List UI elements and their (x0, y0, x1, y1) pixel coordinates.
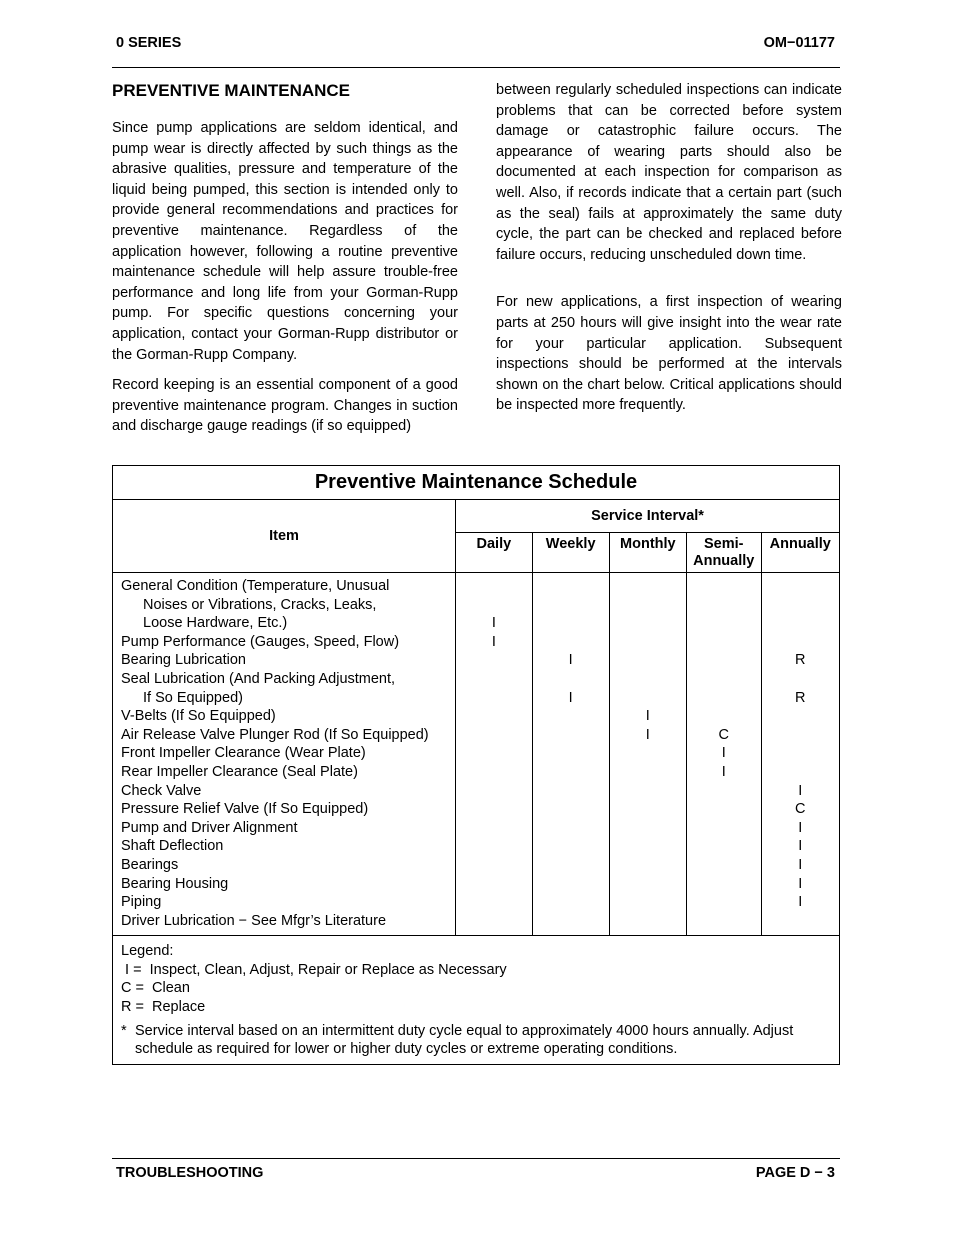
schedule-mark (456, 800, 532, 819)
schedule-mark (610, 633, 686, 652)
schedule-mark (456, 763, 532, 782)
schedule-mark: I (491, 633, 496, 650)
schedule-item: Bearing Housing (121, 875, 229, 892)
schedule-mark (687, 782, 761, 801)
schedule-item: Piping (121, 894, 162, 911)
maintenance-schedule-table (112, 465, 840, 1065)
schedule-mark (687, 912, 761, 931)
header-doc-number: OM−01177 (763, 35, 835, 51)
schedule-mark (687, 893, 761, 912)
schedule-mark (687, 819, 761, 838)
schedule-mark: I (798, 875, 803, 892)
schedule-mark: I (568, 652, 573, 669)
schedule-body-row (113, 573, 840, 936)
schedule-mark (533, 800, 609, 819)
schedule-mark (456, 670, 532, 689)
schedule-item: Pump and Driver Alignment (121, 819, 298, 836)
footnote (121, 1022, 831, 1059)
schedule-mark (610, 577, 686, 596)
schedule-mark (533, 856, 609, 875)
schedule-mark (456, 893, 532, 912)
schedule-mark: I (721, 763, 726, 780)
schedule-item: V-Belts (If So Equipped) (121, 708, 276, 725)
interval-header-weekly: Weekly (532, 533, 609, 573)
right-column (496, 80, 842, 426)
schedule-mark (762, 707, 839, 726)
marks-monthly (609, 573, 686, 936)
schedule-mark (610, 800, 686, 819)
schedule-mark (687, 614, 761, 633)
schedule-mark (687, 651, 761, 670)
schedule-mark (533, 744, 609, 763)
schedule-mark (533, 726, 609, 745)
schedule-mark: I (568, 689, 573, 706)
schedule-mark (687, 707, 761, 726)
schedule-item: Check Valve (121, 782, 202, 799)
footnote-mark: * (121, 1022, 127, 1039)
schedule-item: Loose Hardware, Etc.) (143, 615, 288, 632)
schedule-mark: R (795, 652, 806, 669)
schedule-mark (687, 596, 761, 615)
schedule-mark (456, 912, 532, 931)
schedule-mark (610, 614, 686, 633)
legend-entry: R = Replace (121, 999, 206, 1016)
schedule-item: Pump Performance (Gauges, Speed, Flow) (121, 633, 400, 650)
header-rule (112, 67, 840, 68)
schedule-mark (533, 782, 609, 801)
schedule-mark: I (721, 745, 726, 762)
schedule-mark: I (645, 726, 650, 743)
footnote-text: Service interval based on an intermittent duty cycle equal to approximately 4000 hours annually. Adjust schedule as required for lower or higher duty cycles or extreme operating conditions. (135, 1022, 794, 1058)
schedule-mark: I (798, 856, 803, 873)
schedule-mark (456, 726, 532, 745)
legend-entry: I = Inspect, Clean, Adjust, Repair or Replace as Necessary (121, 961, 507, 978)
footer-rule (112, 1158, 840, 1159)
legend-entries (121, 961, 831, 1017)
service-interval-header: Service Interval* (456, 500, 840, 533)
schedule-mark (610, 819, 686, 838)
schedule-item: Bearings (121, 856, 179, 873)
schedule-mark (762, 614, 839, 633)
schedule-mark (610, 763, 686, 782)
schedule-mark (762, 670, 839, 689)
schedule-mark: I (798, 838, 803, 855)
section-title: PREVENTIVE MAINTENANCE (112, 81, 351, 100)
schedule-mark (687, 800, 761, 819)
schedule-mark (456, 819, 532, 838)
schedule-mark (456, 577, 532, 596)
item-column-header: Item (113, 500, 456, 573)
left-column (112, 80, 458, 447)
schedule-item: Shaft Deflection (121, 838, 224, 855)
schedule-mark (533, 837, 609, 856)
schedule-item: Noises or Vibrations, Cracks, Leaks, (143, 596, 377, 613)
interval-header-daily: Daily (456, 533, 533, 573)
schedule-mark: C (795, 801, 806, 818)
interval-header-semi-annually: Semi- Annually (686, 533, 761, 573)
schedule-mark (533, 614, 609, 633)
schedule-mark: I (798, 782, 803, 799)
header-series: 0 SERIES (116, 35, 182, 51)
schedule-mark (687, 670, 761, 689)
schedule-mark (456, 596, 532, 615)
schedule-mark (456, 707, 532, 726)
schedule-item: Driver Lubrication − See Mfgr’s Literature (121, 912, 387, 929)
schedule-mark (533, 670, 609, 689)
schedule-mark (687, 577, 761, 596)
interval-header-monthly: Monthly (609, 533, 686, 573)
legend-title: Legend: (121, 943, 174, 960)
schedule-mark (533, 893, 609, 912)
paragraph-new-applications: For new applications, a first inspection of wearing parts at 250 hours will give insight into the wear rate for your particular application. Subsequent inspections should be performed at the intervals shown on the chart below. Critical applications should be inspected more frequently. (496, 294, 842, 414)
schedule-mark (610, 782, 686, 801)
schedule-mark: I (491, 615, 496, 632)
schedule-mark (533, 763, 609, 782)
schedule-mark (762, 726, 839, 745)
schedule-item: If So Equipped) (143, 689, 243, 706)
schedule-mark (533, 707, 609, 726)
schedule-mark (610, 596, 686, 615)
legend (113, 936, 840, 1065)
schedule-mark (456, 875, 532, 894)
schedule-mark (533, 875, 609, 894)
item-list (113, 573, 456, 936)
schedule-mark: R (795, 689, 806, 706)
schedule-mark (762, 577, 839, 596)
schedule-mark (610, 670, 686, 689)
schedule-mark (533, 577, 609, 596)
schedule-mark (610, 856, 686, 875)
schedule-item: Pressure Relief Valve (If So Equipped) (121, 801, 369, 818)
schedule-mark (610, 837, 686, 856)
schedule-mark (687, 856, 761, 875)
schedule-mark (456, 744, 532, 763)
schedule-mark (533, 912, 609, 931)
schedule-mark: I (798, 819, 803, 836)
marks-semi-annually (686, 573, 761, 936)
schedule-item: Front Impeller Clearance (Wear Plate) (121, 745, 366, 762)
schedule-item: Bearing Lubrication (121, 652, 246, 669)
interval-header-annually: Annually (761, 533, 839, 573)
schedule-mark (687, 689, 761, 708)
paragraph-intro: Since pump applications are seldom identical, and pump wear is directly affected by such things as the abrasive qualities, pressure and temperature of the liquid being pumped, this section is intended only to provide general recommendations and practices for preventive maintenance. Regardless of the application however, following a routine preventive maintenance schedule will help assure trouble-free performance and long life from your Gorman-Rupp pump. For specific questions concerning your application, contact your Gorman-Rupp distributor or the Gorman-Rupp Company. (112, 120, 458, 363)
marks-annually (761, 573, 839, 936)
schedule-mark (610, 912, 686, 931)
schedule-mark (610, 651, 686, 670)
schedule-mark (762, 633, 839, 652)
marks-weekly (532, 573, 609, 936)
schedule-item: Rear Impeller Clearance (Seal Plate) (121, 763, 358, 780)
legend-entry: C = Clean (121, 980, 190, 997)
schedule-item: Seal Lubrication (And Packing Adjustment, (121, 670, 396, 687)
schedule-mark (610, 875, 686, 894)
schedule-mark (762, 763, 839, 782)
schedule-mark (762, 744, 839, 763)
schedule-mark (610, 689, 686, 708)
schedule-mark (456, 689, 532, 708)
schedule-mark (456, 837, 532, 856)
paragraph-record-keeping: Record keeping is an essential component of a good preventive maintenance program. Changes in suction and discharge gauge readings (if so equipped) (112, 377, 458, 435)
schedule-title: Preventive Maintenance Schedule (113, 466, 840, 500)
schedule-mark (687, 837, 761, 856)
schedule-mark (456, 651, 532, 670)
schedule-mark (533, 596, 609, 615)
schedule-mark: I (798, 894, 803, 911)
footer-page-number: PAGE D − 3 (755, 1165, 835, 1181)
schedule-mark (610, 744, 686, 763)
paragraph-record-keeping-continued: between regularly scheduled inspections can indicate problems that can be corrected before system damage or catastrophic failure occurs. The appearance of wearing parts should also be documented at each inspection for comparison as well. Also, if records indicate that a certain part (such as the seal) fails at approximately the same duty cycle, the part can be checked and replaced before failure occurs, reducing unscheduled down time. (496, 82, 842, 263)
schedule-mark (456, 782, 532, 801)
marks-daily (456, 573, 533, 936)
schedule-mark (456, 856, 532, 875)
schedule-mark (762, 912, 839, 931)
schedule-item: Air Release Valve Plunger Rod (If So Equipped) (121, 726, 429, 743)
schedule-mark (533, 633, 609, 652)
schedule-mark (610, 893, 686, 912)
schedule-mark (687, 633, 761, 652)
schedule-mark (687, 875, 761, 894)
schedule-item: General Condition (Temperature, Unusual (121, 578, 390, 594)
schedule-mark (762, 596, 839, 615)
footer-section: TROUBLESHOOTING (116, 1165, 264, 1181)
schedule-mark: C (718, 726, 729, 743)
schedule-mark: I (645, 708, 650, 725)
schedule-mark (533, 819, 609, 838)
